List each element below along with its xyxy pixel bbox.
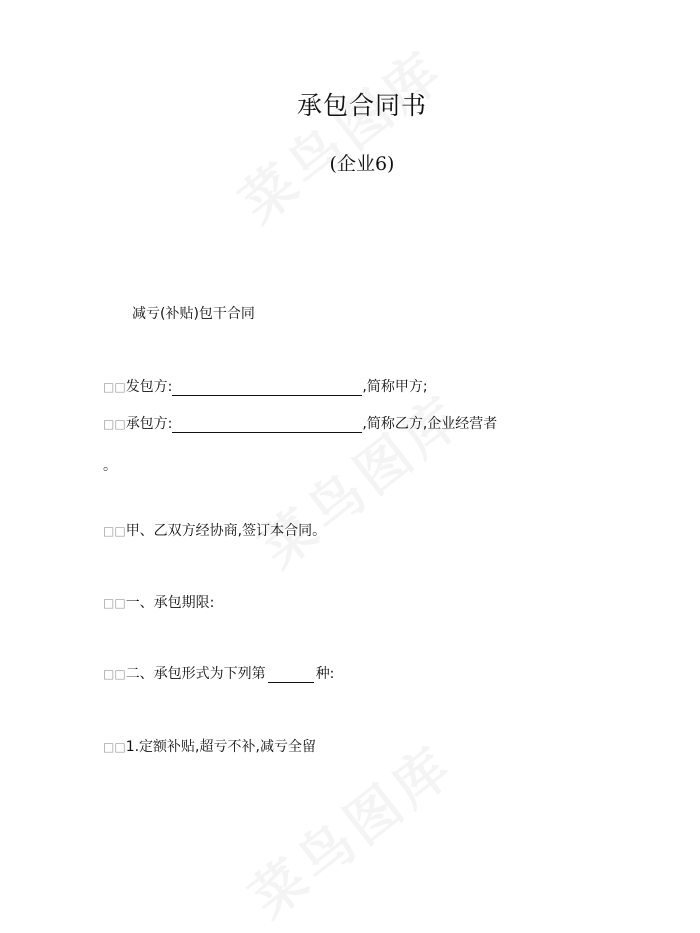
watermark [222,29,459,237]
placeholder-boxes: □□ [103,667,126,681]
contract-heading: 减亏(补贴)包干合同 [132,306,255,322]
form-blank[interactable] [268,668,314,683]
term-text: 一、承包期限: [125,595,215,611]
form-suffix: 种: [315,666,335,682]
party-a-suffix: ,简称甲方; [362,379,428,395]
item-1-text: 1.定额补贴,超亏不补,减亏全留 [125,739,316,755]
placeholder-boxes: □□ [103,380,126,394]
item-1-line [103,736,316,756]
party-b-line [103,413,497,433]
agreement-line [103,520,326,540]
placeholder-boxes: □□ [103,740,126,754]
placeholder-boxes: □□ [103,524,126,538]
party-a-blank[interactable] [172,381,362,396]
watermark [242,374,479,582]
party-b-blank[interactable] [172,418,362,433]
placeholder-boxes: □□ [103,417,126,431]
document-title: 承包合同书 [296,91,427,120]
agreement-text: 甲、乙双方经协商,签订本合同。 [125,523,327,539]
period-mark: 。 [103,458,117,474]
term-line [103,592,214,612]
form-prefix: 二、承包形式为下列第 [125,666,266,682]
form-line [103,663,334,683]
party-b-label: 承包方: [125,416,173,432]
party-b-suffix: ,简称乙方,企业经营者 [362,416,498,432]
document-subtitle: (企业6) [329,153,395,175]
placeholder-boxes: □□ [103,596,126,610]
party-a-label: 发包方: [125,379,173,395]
party-a-line [103,376,428,396]
